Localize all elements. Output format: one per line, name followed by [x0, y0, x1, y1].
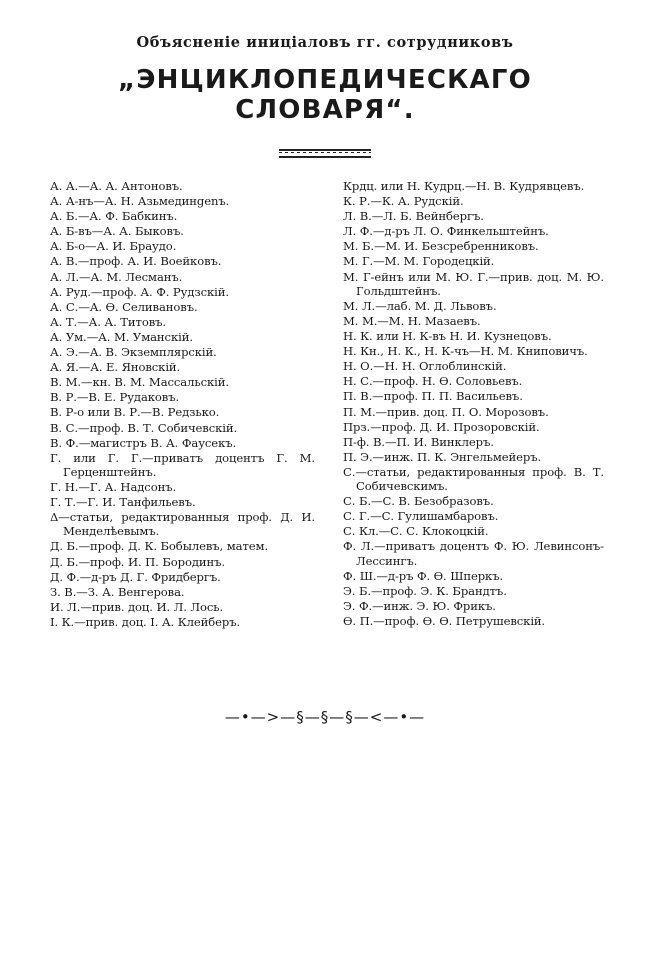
list-item: Ө. П.—проф. Ө. Ө. Петрушевскій.: [343, 614, 546, 629]
list-item: Л. Ф.—д-ръ Л. О. Финкельштейнъ.: [343, 224, 549, 239]
list-item: А. Л.—А. М. Лесманъ.: [50, 269, 183, 284]
list-item: П. Э.—инж. П. К. Энгельмейеръ.: [343, 449, 542, 464]
list-item: М. Г.—М. М. Городецкій.: [343, 254, 495, 269]
page-title: „ЭНЦИКЛОПЕДИЧЕСКАГО СЛОВАРЯ“.: [118, 65, 532, 125]
list-item: П. В.—проф. П. П. Васильевъ.: [343, 389, 523, 404]
list-item: В. С.—проф. В. Т. Собичевскій.: [50, 420, 238, 435]
list-item: В. Р.—В. Е. Рудаковъ.: [50, 390, 180, 405]
list-item: В. Ф.—магистръ В. А. Фаусекъ.: [50, 435, 237, 450]
list-item: А. Б-о—А. И. Браудо.: [50, 239, 177, 254]
list-item: Д. Ф.—д-ръ Д. Г. Фридбергъ.: [50, 569, 221, 584]
list-item: А. Б.—А. Ф. Бабкинъ.: [50, 209, 178, 224]
list-item: М. М.—М. Н. Мазаевъ.: [343, 313, 481, 328]
list-item: А. С.—А. Ө. Селивановъ.: [50, 299, 198, 314]
list-item: Г. Н.—Г. А. Надсонъ.: [50, 479, 177, 494]
list-item: А. А.—А. А. Антоновъ.: [50, 179, 183, 193]
list-item: А. Б-въ—А. А. Быковъ.: [50, 224, 184, 239]
list-item: И. Л.—прив. доц. И. Л. Лось.: [50, 599, 224, 614]
list-item: М. Л.—лаб. М. Д. Львовъ.: [343, 298, 497, 313]
list-item: Ф. Ш.—д-ръ Ф. Ө. Шперкъ.: [343, 568, 504, 583]
list-item: Э. Ф.—инж. Э. Ю. Фрикъ.: [343, 598, 496, 613]
list-item: Н. Кн., Н. К., Н. К-чъ—Н. М. Книповичъ.: [343, 344, 588, 359]
list-item: Л. В.—Л. Б. Вейнбергъ.: [343, 209, 484, 224]
list-item: Д. Б.—проф. И. П. Бородинъ.: [50, 554, 225, 569]
list-item: П-ф. В.—П. И. Винклеръ.: [343, 434, 494, 449]
list-item: Крдц. или Н. Кудрц.—Н. В. Кудрявцевъ.: [343, 179, 585, 193]
title-divider: [46, 145, 604, 163]
list-item: С.—статьи, редактированныя проф. В. Т. Собичевскимъ.: [343, 464, 604, 494]
list-item: З. В.—З. А. Венгерова.: [50, 584, 185, 599]
list-item: С. Б.—С. В. Безобразовъ.: [343, 494, 494, 509]
page-subtitle: Объясненіе иниціаловъ гг. сотрудниковъ: [136, 34, 514, 51]
list-item: С. Г.—С. Гулишамбаровъ.: [343, 509, 499, 524]
list-item: Ф. Л.—приватъ доцентъ Ф. Ю. Левинсонъ-Лессингъ.: [343, 539, 604, 568]
list-item: Г. Т.—Г. И. Танфильевъ.: [50, 495, 196, 510]
column-left: [46, 179, 325, 630]
list-item: А. Я.—А. Е. Яновскій.: [50, 360, 181, 375]
list-item: Прз.—проф. Д. И. Прозоровскій.: [343, 419, 540, 434]
list-item: Д. Б.—проф. Д. К. Бобылевъ, матем.: [50, 539, 269, 554]
list-item: М. Б.—М. И. Безсребренниковъ.: [343, 239, 539, 254]
list-item: С. Кл.—С. С. Клокоцкій.: [343, 524, 489, 539]
list-item: А. Т.—А. А. Титовъ.: [50, 314, 167, 329]
list-item: К. Р.—К. А. Рудскій.: [343, 194, 464, 209]
list-item: А. Руд.—проф. А. Ф. Рудзскій.: [50, 284, 229, 299]
list-item: В. Р-о или В. Р.—В. Редзько.: [50, 405, 220, 420]
footer-ornament: —•—>—§—§—§—<—•—: [224, 708, 426, 727]
list-item: Г. или Г. Г.—приватъ доцентъ Г. М. Герценштейнъ.: [50, 450, 315, 479]
list-item: Н. О.—Н. Н. Оглоблинскій.: [343, 359, 507, 374]
list-item: А. А-нъ—А. Н. Азьмединgenъ.: [50, 194, 230, 209]
list-item: І. К.—прив. доц. І. А. Клейберъ.: [50, 614, 241, 629]
divider-rule: [279, 149, 371, 158]
list-item: А. Э.—А. В. Экземплярскій.: [50, 345, 217, 360]
list-item: Δ—статьи, редактированныя проф. Д. И. Менделѣевымъ.: [50, 510, 315, 539]
list-item: П. М.—прив. доц. П. О. Морозовъ.: [343, 404, 549, 419]
abbreviation-columns: [46, 179, 604, 630]
list-item: В. М.—кн. В. М. Массальскій.: [50, 375, 229, 390]
list-item: Э. Б.—проф. Э. К. Брандтъ.: [343, 583, 507, 598]
list-item: Н. К. или Н. К-въ Н. И. Кузнецовъ.: [343, 329, 552, 344]
list-item: А. Ум.—А. М. Уманскій.: [50, 329, 193, 344]
list-item: А. В.—проф. А. И. Воейковъ.: [50, 254, 222, 269]
list-item: М. Г-ейнъ или М. Ю. Г.—прив. доц. М. Ю. Гольдштейнъ.: [343, 269, 604, 298]
list-item: Н. С.—проф. Н. Ө. Соловьевъ.: [343, 374, 523, 389]
column-right: [325, 179, 604, 630]
